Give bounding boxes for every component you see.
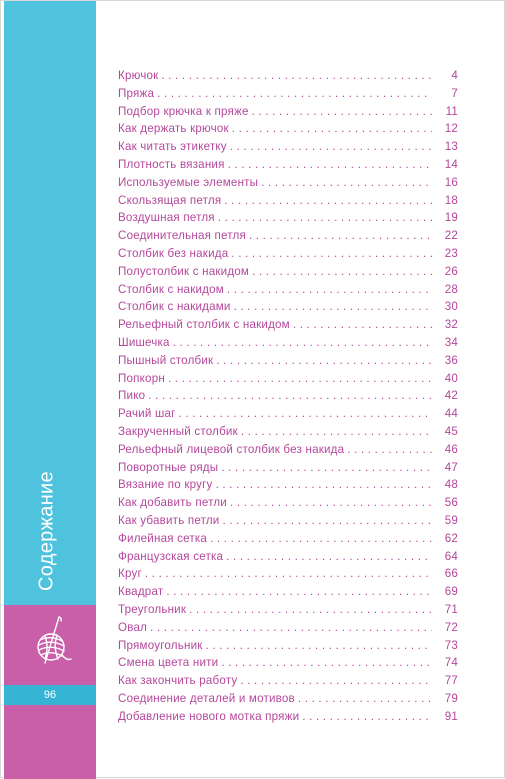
toc-dot-leader <box>173 334 432 352</box>
toc-entry-page: 69 <box>444 585 458 599</box>
toc-entry-page: 16 <box>444 175 458 189</box>
toc-entry[interactable] <box>118 227 458 245</box>
toc-entry-title: Столбик без накида <box>118 246 229 260</box>
toc-dot-leader <box>224 192 432 210</box>
toc-entry[interactable] <box>118 405 458 423</box>
toc-entry-title: Столбик с накидом <box>118 282 224 296</box>
toc-entry-title: Закрученный столбик <box>118 424 238 438</box>
toc-entry[interactable] <box>118 654 458 672</box>
toc-entry-title: Круг <box>118 567 142 581</box>
toc-entry-page: 45 <box>444 424 458 438</box>
toc-dot-leader <box>157 85 432 103</box>
toc-dot-leader <box>293 316 432 334</box>
toc-dot-leader <box>226 548 432 566</box>
toc-entry-page: 22 <box>444 229 458 243</box>
toc-entry-page: 7 <box>451 86 458 100</box>
toc-entry[interactable] <box>118 494 458 512</box>
toc-entry-title: Как держать крючок <box>118 122 229 136</box>
toc-entry-title: Овал <box>118 620 148 634</box>
table-of-contents <box>118 67 458 725</box>
toc-entry[interactable] <box>118 441 458 459</box>
toc-dot-leader <box>347 441 432 459</box>
toc-entry[interactable] <box>118 476 458 494</box>
toc-entry-title: Пышный столбик <box>118 353 214 367</box>
toc-entry-title: Рельефный лицевой столбик без накида <box>118 442 345 456</box>
toc-entry[interactable] <box>118 192 458 210</box>
toc-entry-page: 74 <box>444 656 458 670</box>
toc-entry-page: 64 <box>444 549 458 563</box>
toc-entry-title: Шишечка <box>118 335 170 349</box>
toc-dot-leader <box>232 120 432 138</box>
toc-entry[interactable] <box>118 619 458 637</box>
toc-entry-title: Добавление нового мотка пряжи <box>118 709 300 723</box>
toc-dot-leader <box>231 245 432 263</box>
toc-dot-leader <box>252 103 432 121</box>
toc-dot-leader <box>206 637 432 655</box>
toc-entry-title: Скользящая петля <box>118 193 222 207</box>
toc-entry[interactable] <box>118 512 458 530</box>
toc-dot-leader <box>221 654 432 672</box>
page-number: 96 <box>43 689 57 701</box>
toc-entry[interactable] <box>118 565 458 583</box>
toc-entry[interactable] <box>118 387 458 405</box>
toc-entry-page: 59 <box>444 513 458 527</box>
toc-entry-page: 26 <box>444 264 458 278</box>
toc-entry-title: Соединительная петля <box>118 229 246 243</box>
toc-entry-title: Рачий шаг <box>118 407 176 421</box>
toc-entry[interactable] <box>118 85 458 103</box>
toc-entry-title: Как добавить петли <box>118 496 227 510</box>
toc-entry[interactable] <box>118 459 458 477</box>
toc-entry-page: 19 <box>444 211 458 225</box>
toc-entry-page: 18 <box>444 193 458 207</box>
toc-entry[interactable] <box>118 281 458 299</box>
toc-dot-leader <box>230 494 432 512</box>
toc-entry-title: Попкорн <box>118 371 165 385</box>
toc-entry[interactable] <box>118 548 458 566</box>
toc-entry[interactable] <box>118 103 458 121</box>
toc-dot-leader <box>148 387 432 405</box>
toc-dot-leader <box>302 708 432 726</box>
toc-dot-leader <box>179 405 432 423</box>
toc-entry-page: 28 <box>444 282 458 296</box>
toc-entry[interactable] <box>118 209 458 227</box>
toc-entry[interactable] <box>118 245 458 263</box>
toc-dot-leader <box>216 352 432 370</box>
toc-dot-leader <box>150 619 432 637</box>
toc-entry-page: 48 <box>444 478 458 492</box>
toc-entry-page: 46 <box>444 442 458 456</box>
toc-entry-page: 32 <box>444 318 458 332</box>
toc-entry-title: Треугольник <box>118 602 187 616</box>
toc-entry[interactable] <box>118 690 458 708</box>
toc-entry-title: Вязание по кругу <box>118 478 213 492</box>
toc-entry[interactable] <box>118 174 458 192</box>
toc-entry[interactable] <box>118 138 458 156</box>
toc-entry[interactable] <box>118 334 458 352</box>
toc-entry-title: Филейная сетка <box>118 531 208 545</box>
toc-entry-page: 36 <box>444 353 458 367</box>
toc-entry-title: Смена цвета нити <box>118 656 219 670</box>
toc-entry-page: 72 <box>444 620 458 634</box>
toc-dot-leader <box>227 281 432 299</box>
toc-entry-page: 23 <box>444 246 458 260</box>
toc-entry-page: 91 <box>444 709 458 723</box>
toc-entry-title: Используемые элементы <box>118 175 259 189</box>
section-title-vertical: Содержание <box>35 471 58 591</box>
toc-dot-leader <box>218 209 432 227</box>
toc-dot-leader <box>210 530 432 548</box>
toc-entry-page: 79 <box>444 691 458 705</box>
toc-entry-title: Крючок <box>118 69 159 82</box>
toc-entry-title: Как читать этикетку <box>118 140 227 154</box>
toc-entry-title: Соединение деталей и мотивов <box>118 691 295 705</box>
toc-entry-title: Квадрат <box>118 585 164 599</box>
toc-entry[interactable] <box>118 263 458 281</box>
toc-entry[interactable] <box>118 672 458 690</box>
toc-dot-leader <box>240 672 432 690</box>
toc-dot-leader <box>249 227 432 245</box>
toc-entry[interactable] <box>118 120 458 138</box>
toc-dot-leader <box>261 174 432 192</box>
toc-entry[interactable] <box>118 298 458 316</box>
toc-entry-title: Подбор крючка к пряже <box>118 104 249 118</box>
toc-entry[interactable] <box>118 530 458 548</box>
toc-entry[interactable] <box>118 156 458 174</box>
toc-entry[interactable] <box>118 708 458 726</box>
toc-entry-title: Пико <box>118 389 146 403</box>
toc-entry-page: 56 <box>444 496 458 510</box>
toc-entry-page: 42 <box>444 389 458 403</box>
toc-entry-title: Прямоугольник <box>118 638 203 652</box>
toc-entry[interactable] <box>118 316 458 334</box>
toc-entry-page: 66 <box>444 567 458 581</box>
toc-dot-leader <box>166 583 432 601</box>
toc-entry-title: Как убавить петли <box>118 513 220 527</box>
toc-entry[interactable] <box>118 370 458 388</box>
toc-entry[interactable] <box>118 67 458 85</box>
toc-entry-title: Воздушная петля <box>118 211 215 225</box>
toc-dot-leader <box>168 370 432 388</box>
toc-dot-leader <box>161 67 432 85</box>
toc-entry-page: 40 <box>444 371 458 385</box>
toc-entry[interactable] <box>118 423 458 441</box>
toc-dot-leader <box>189 601 432 619</box>
toc-entry-page: 30 <box>444 300 458 314</box>
toc-entry[interactable] <box>118 583 458 601</box>
toc-entry-page: 47 <box>444 460 458 474</box>
toc-dot-leader <box>228 156 432 174</box>
yarn-ball-with-hook-icon <box>31 613 73 669</box>
toc-entry-title: Пряжа <box>118 86 155 100</box>
toc-entry[interactable] <box>118 637 458 655</box>
toc-entry-page: 77 <box>444 674 458 688</box>
toc-dot-leader <box>234 298 432 316</box>
toc-dot-leader <box>216 476 432 494</box>
toc-entry-page: 4 <box>451 69 458 82</box>
toc-entry-page: 62 <box>444 531 458 545</box>
toc-dot-leader <box>298 690 432 708</box>
toc-entry-title: Рельефный столбик с накидом <box>118 318 290 332</box>
toc-entry-title: Столбик с накидами <box>118 300 231 314</box>
toc-entry-page: 12 <box>444 122 458 136</box>
toc-entry-page: 34 <box>444 335 458 349</box>
toc-entry-title: Французская сетка <box>118 549 224 563</box>
toc-dot-leader <box>223 512 433 530</box>
toc-entry-page: 44 <box>444 407 458 421</box>
toc-entry-page: 73 <box>444 638 458 652</box>
toc-entry-page: 14 <box>444 157 458 171</box>
toc-dot-leader <box>221 459 432 477</box>
toc-entry[interactable] <box>118 352 458 370</box>
toc-entry-title: Плотность вязания <box>118 157 225 171</box>
toc-dot-leader <box>252 263 432 281</box>
toc-dot-leader <box>241 423 432 441</box>
toc-entry-page: 13 <box>444 140 458 154</box>
toc-entry-page: 71 <box>444 602 458 616</box>
toc-dot-leader <box>230 138 432 156</box>
toc-entry-title: Как закончить работу <box>118 674 238 688</box>
toc-entry-page: 11 <box>445 104 458 118</box>
toc-entry[interactable] <box>118 601 458 619</box>
toc-entry-title: Поворотные ряды <box>118 460 219 474</box>
toc-entry-title: Полустолбик с накидом <box>118 264 250 278</box>
toc-dot-leader <box>145 565 432 583</box>
